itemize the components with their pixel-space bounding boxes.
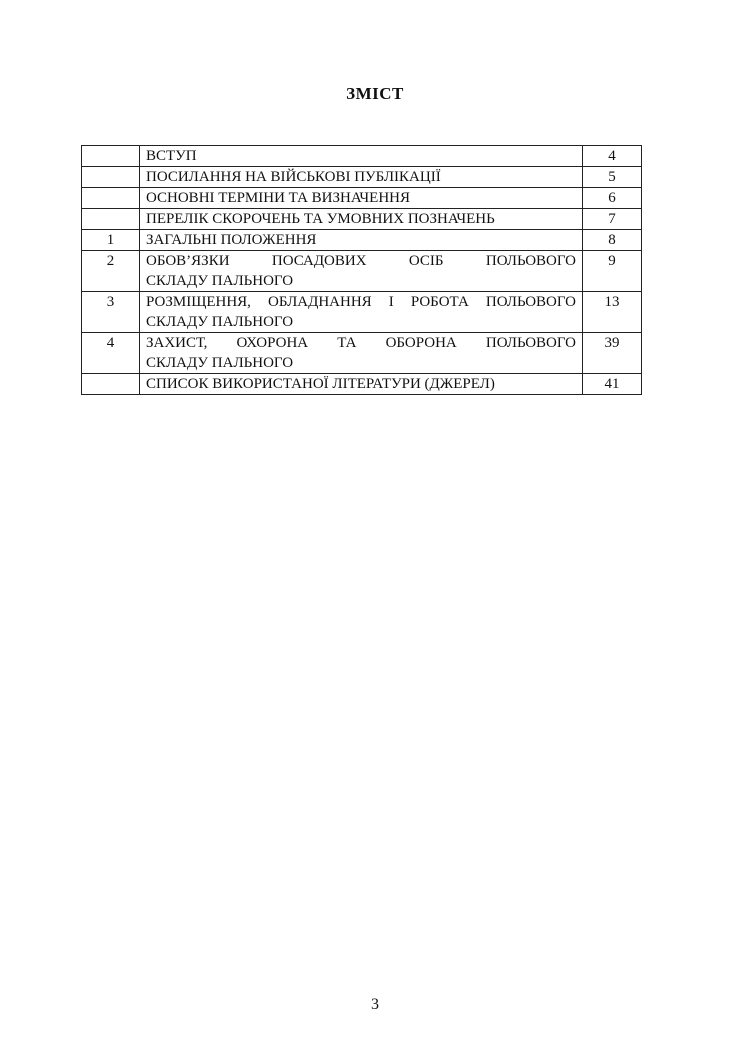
toc-page-number: 9 (583, 251, 642, 292)
toc-title-line: РОЗМІЩЕННЯ, ОБЛАДНАННЯ І РОБОТА ПОЛЬОВОГО (146, 294, 576, 310)
page-number: 3 (371, 996, 379, 1013)
toc-row (82, 230, 642, 251)
toc-section-title (140, 146, 583, 167)
toc-section-title (140, 374, 583, 395)
toc-row (82, 167, 642, 188)
toc-page-number: 39 (583, 333, 642, 374)
toc-page-number: 4 (583, 146, 642, 167)
toc-section-title (140, 188, 583, 209)
toc-title-line: СКЛАДУ ПАЛЬНОГО (146, 273, 294, 289)
toc-section-number (82, 167, 140, 188)
toc-section-number (82, 188, 140, 209)
toc-section-title (140, 209, 583, 230)
toc-section-number: 2 (82, 251, 140, 292)
toc-row (82, 333, 642, 374)
toc-row (82, 209, 642, 230)
toc-title-line: СКЛАДУ ПАЛЬНОГО (146, 355, 294, 371)
toc-body (82, 146, 642, 395)
toc-title-line: ЗАХИСТ, ОХОРОНА ТА ОБОРОНА ПОЛЬОВОГО (146, 335, 576, 351)
toc-section-number (82, 374, 140, 395)
toc-section-title (140, 230, 583, 251)
toc-section-title (140, 251, 583, 292)
toc-section-title (140, 167, 583, 188)
toc-page-number: 8 (583, 230, 642, 251)
toc-section-number (82, 146, 140, 167)
toc-title-line: ОБОВ’ЯЗКИ ПОСАДОВИХ ОСІБ ПОЛЬОВОГО (146, 253, 576, 269)
toc-page-number: 5 (583, 167, 642, 188)
toc-row (82, 146, 642, 167)
toc-section-title (140, 333, 583, 374)
toc-title-line: ЗАГАЛЬНІ ПОЛОЖЕННЯ (146, 232, 317, 248)
toc-title-line: СПИСОК ВИКОРИСТАНОЇ ЛІТЕРАТУРИ (ДЖЕРЕЛ) (146, 376, 495, 392)
toc-page-number: 41 (583, 374, 642, 395)
toc-section-number: 3 (82, 292, 140, 333)
toc-page-number: 7 (583, 209, 642, 230)
toc-title-line: ВСТУП (146, 148, 197, 164)
toc-page-number: 6 (583, 188, 642, 209)
toc-section-number: 4 (82, 333, 140, 374)
toc-row (82, 251, 642, 292)
toc-section-title (140, 292, 583, 333)
toc-title-line: ОСНОВНІ ТЕРМІНИ ТА ВИЗНАЧЕННЯ (146, 190, 411, 206)
toc-section-number (82, 209, 140, 230)
page-title: ЗМІСТ (346, 84, 404, 103)
toc-row (82, 292, 642, 333)
table-of-contents (81, 145, 642, 395)
toc-row (82, 374, 642, 395)
toc-section-number: 1 (82, 230, 140, 251)
toc-title-line: ПЕРЕЛІК СКОРОЧЕНЬ ТА УМОВНИХ ПОЗНАЧЕНЬ (146, 211, 495, 227)
toc-title-line: ПОСИЛАННЯ НА ВІЙСЬКОВІ ПУБЛІКАЦІЇ (146, 169, 441, 185)
toc-page-number: 13 (583, 292, 642, 333)
toc-title-line: СКЛАДУ ПАЛЬНОГО (146, 314, 294, 330)
toc-row (82, 188, 642, 209)
